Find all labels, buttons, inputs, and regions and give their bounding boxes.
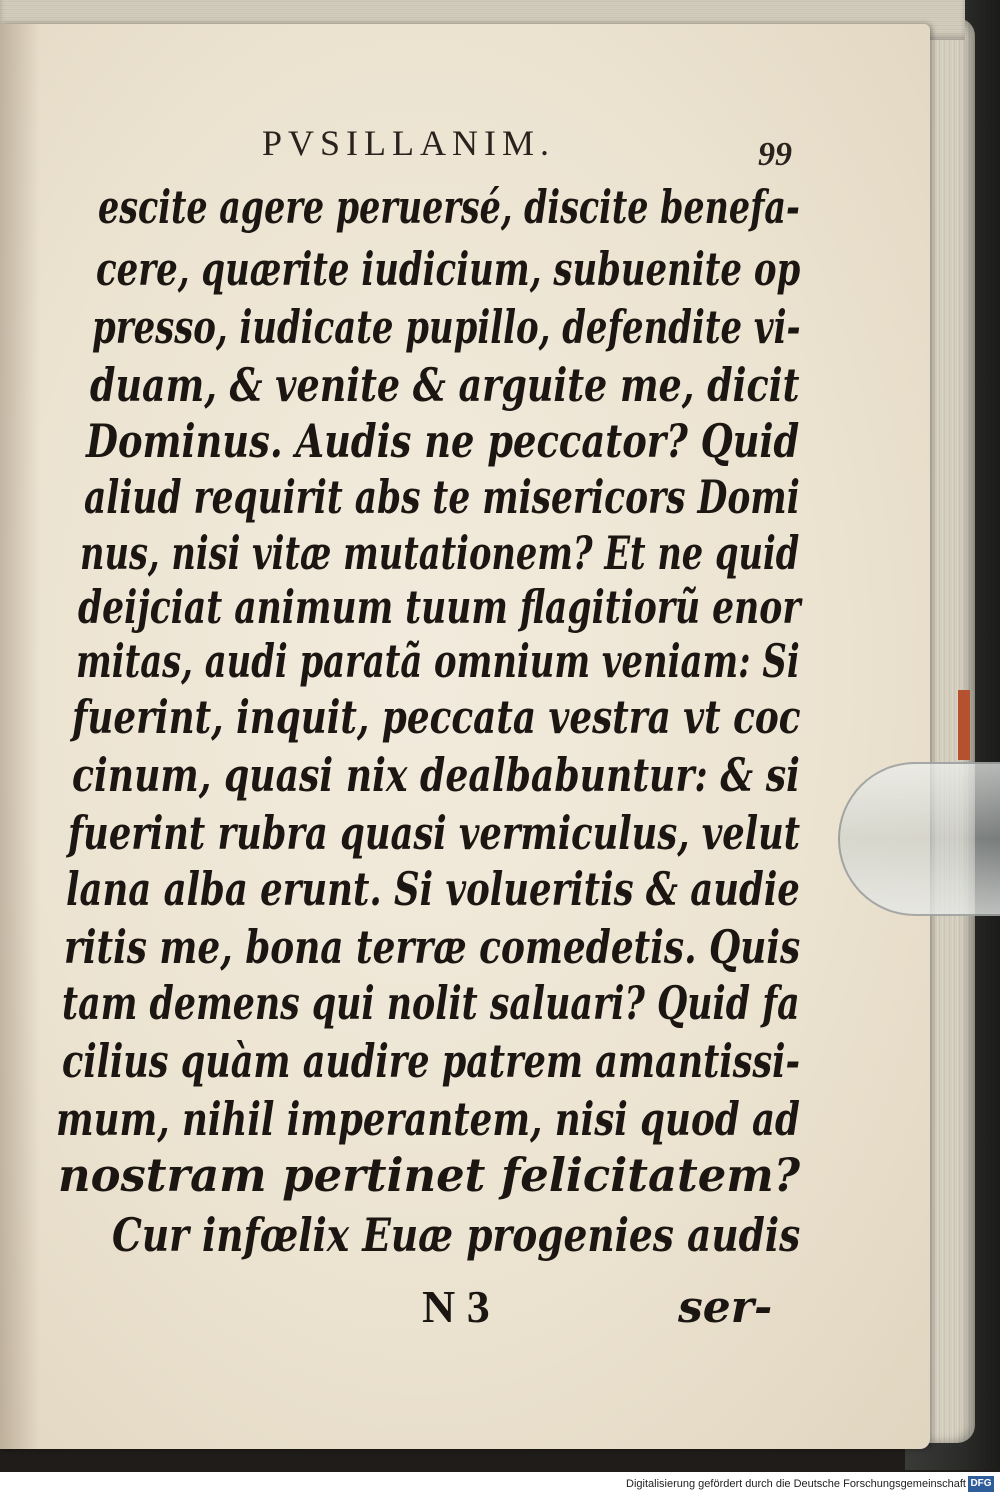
text-line: nostram pertinet felicitatem? bbox=[58, 1148, 801, 1202]
text-line: ritis me, bona terræ comedetis. Quis bbox=[64, 920, 801, 974]
text-line: escite agere peruersé, discite benefa- bbox=[98, 180, 800, 234]
text-line: Dominus. Audis ne peccator? Quid bbox=[86, 414, 800, 468]
text-line: cilius quàm audire patrem amantissi- bbox=[62, 1034, 801, 1088]
text-line: deijciat animum tuum flagitiorũ enor bbox=[78, 580, 801, 634]
text-line: presso, iudicate pupillo, defendite vi- bbox=[92, 300, 801, 354]
text-line: duam, & venite & arguite me, dicit bbox=[90, 358, 800, 412]
text-line: nus, nisi vitæ mutationem? Et ne quid bbox=[80, 526, 800, 580]
text-line: Cur infœlix Euæ progenies audis bbox=[112, 1208, 801, 1262]
text-line: mitas, audi paratã omnium veniam: Si bbox=[76, 634, 800, 688]
dfg-logo-icon: DFG bbox=[968, 1476, 994, 1492]
signature-mark: N 3 bbox=[422, 1281, 490, 1332]
catchword: ser- bbox=[678, 1282, 773, 1333]
text-line: cinum, quasi nix dealbabuntur: & si bbox=[72, 748, 800, 802]
page-number: 99 bbox=[758, 136, 792, 173]
running-head: PVSILLANIM. bbox=[262, 123, 556, 163]
text-line: tam demens qui nolit saluari? Quid fa bbox=[62, 976, 800, 1030]
text-line: lana alba erunt. Si volueritis & audie bbox=[66, 862, 800, 916]
text-line: fuerint, inquit, peccata vestra vt coc bbox=[72, 690, 801, 744]
funding-credit: Digitalisierung gefördert durch die Deutsche Forschungsgemeinschaft bbox=[626, 1478, 966, 1490]
text-line: fuerint rubra quasi vermiculus, velut bbox=[68, 806, 801, 860]
text-line: mum, nihil imperantem, nisi quod ad bbox=[56, 1092, 800, 1146]
text-line: cere, quærite iudicium, subuenite op bbox=[96, 242, 801, 296]
text-line: aliud requirit abs te misericors Domi bbox=[84, 470, 800, 524]
